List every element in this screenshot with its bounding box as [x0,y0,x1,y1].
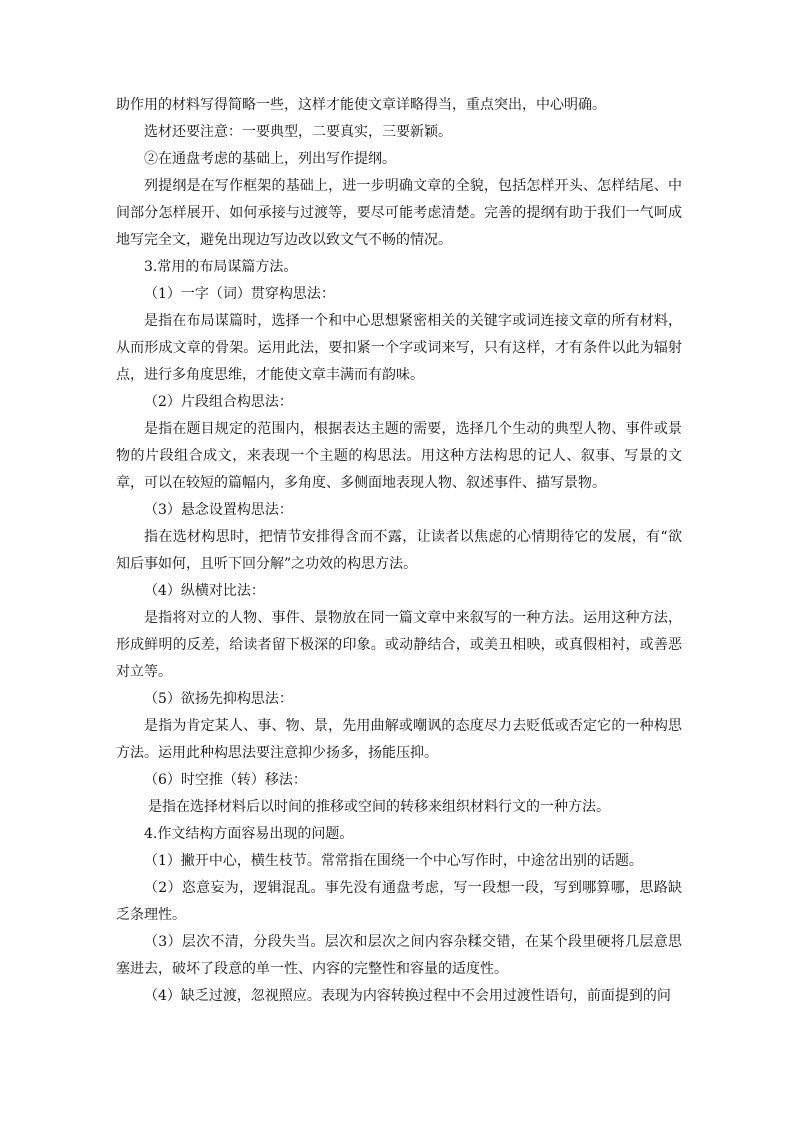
method-heading-2: （2）片段组合构思法： [144,394,293,410]
section-heading-4: 4.作文结构方面容易出现的问题。 [144,826,354,842]
method-body-4: 是指将对立的人物、事件、景物放在同一篇文章中来叙写的一种方法。运用这种方法，形成鲜明的反差，给读者留下极深的印象。或动静结合，或美丑相映，或真假相衬，或善恶对立等。 [116,610,682,680]
paragraph-4: 列提纲是在写作框架的基础上，进一步明确文章的全貌，包括怎样开头、怎样结尾、中间部分怎样展开、如何承接与过渡等，要尽可能考虑清楚。完善的提纲有助于我们一气呵成地写完全文，避免出现边写边改以致文气不畅的情况。 [116,178,682,248]
method-heading-4: （4）纵横对比法： [144,583,265,599]
method-heading-1: （1）一字（词）贯穿构思法： [144,286,335,302]
method-body-6: 是指在选择材料后以时间的推移或空间的转移来组织材料行文的一种方法。 [148,799,610,815]
method-heading-5: （5）欲扬先抑构思法： [144,691,293,707]
document-page [116,92,682,1010]
problem-1: （1）撇开中心，横生枝节。常常指在围绕一个中心写作时，中途岔出别的话题。 [144,853,643,869]
method-body-5: 是指为肯定某人、事、物、景，先用曲解或嘲讽的态度尽力去贬低或否定它的一种构思方法。运用此种构思法要注意抑少扬多，扬能压抑。 [116,718,682,761]
paragraph-3: ②在通盘考虑的基础上，列出写作提纲。 [144,151,396,167]
method-body-1: 是指在布局谋篇时，选择一个和中心思想紧密相关的关键字或词连接文章的所有材料，从而形成文章的骨架。运用此法，要扣紧一个字或词来写，只有这样，才有条件以此为辐射点，进行多角度思维，才能使文章丰满而有韵味。 [116,313,682,383]
problem-3: （3）层次不清，分段失当。层次和层次之间内容杂糅交错，在某个段里硬将几层意思塞进去，破坏了段意的单一性、内容的完整性和容量的适度性。 [116,934,682,977]
method-body-3: 指在选材构思时，把情节安排得含而不露，让读者以焦虑的心情期待它的发展，有“欲知后事如何，且听下回分解”之功效的构思方法。 [116,529,682,572]
paragraph-1: 助作用的材料写得简略一些，这样才能使文章详略得当，重点突出，中心明确。 [116,97,606,113]
method-heading-6: （6）时空推（转）移法： [144,772,307,788]
method-body-2: 是指在题目规定的范围内，根据表达主题的需要，选择几个生动的典型人物、事件或景物的片段组合成文，来表现一个主题的构思法。用这种方法构思的记人、叙事、写景的文章，可以在较短的篇幅内，多角度、多侧面地表现人物、叙述事件、描写景物。 [116,421,682,491]
problem-2: （2）恣意妄为，逻辑混乱。事先没有通盘考虑，写一段想一段，写到哪算哪，思路缺乏条理性。 [116,880,682,923]
paragraph-2: 选材还要注意：一要典型，二要真实，三要新颖。 [144,124,452,140]
problem-4: （4）缺乏过渡，忽视照应。表现为内容转换过程中不会用过渡性语句，前面提到的问 [144,988,671,1004]
section-heading-3: 3.常用的布局谋篇方法。 [144,259,298,275]
method-heading-3: （3）悬念设置构思法： [144,502,293,518]
